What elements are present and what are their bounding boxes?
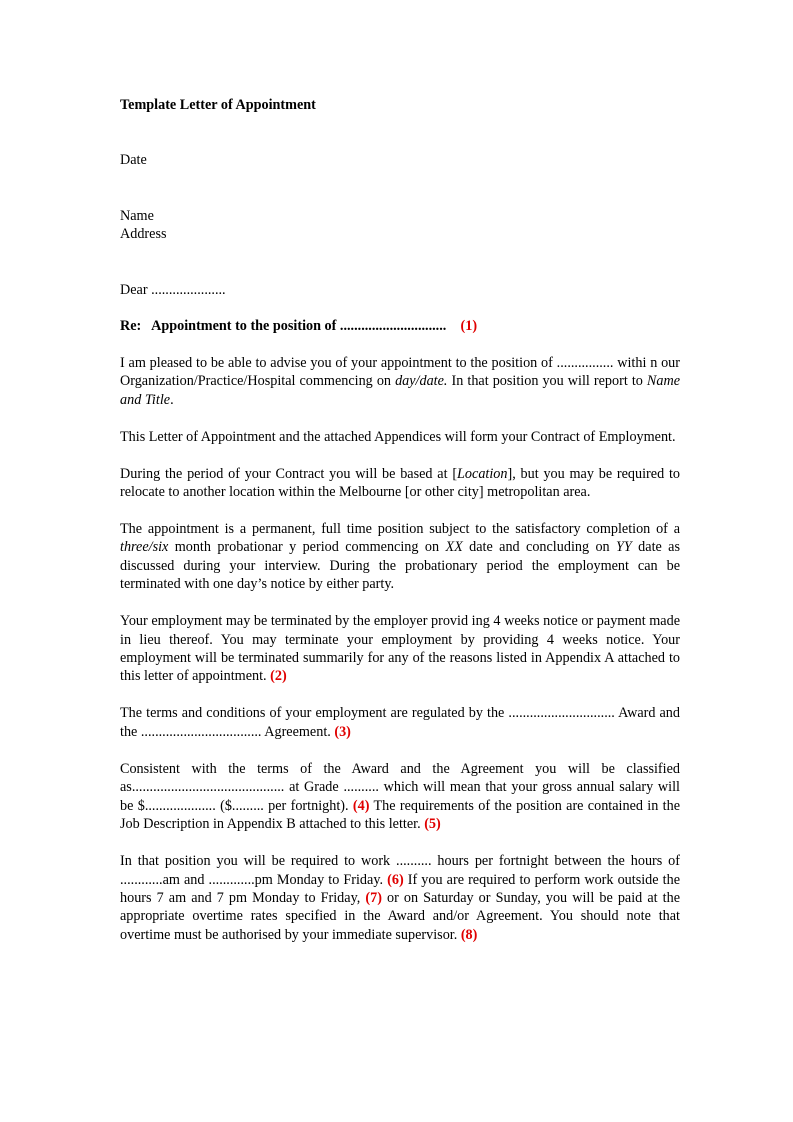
reference-marker-2: (2)	[270, 668, 287, 685]
paragraph-text: The appointment is a permanent, full time position subject to the satisfactory completion of a	[120, 521, 680, 538]
date-line: Date	[120, 152, 147, 169]
paragraph-terms	[120, 704, 680, 741]
subject-line	[120, 317, 680, 335]
paragraph-text: or on Saturday or Sunday, you will be paid at the appropriate overtime rates specified in the Award and/or Agreement. You should note that overtime must be authorised by your immediate supervisor.	[120, 889, 680, 943]
name-title-placeholder: Name and Title	[120, 373, 681, 408]
salutation: Dear .....................	[120, 281, 226, 298]
paragraph-text: Your employment may be terminated by the employer provid ing 4 weeks notice or payment made in lieu thereof. You may terminate your employment by providing 4 weeks notice. Your employment will be terminated summarily for any of the reasons listed in Appendix A attached to this letter of appointment.	[120, 613, 680, 685]
recipient-name: Name	[120, 207, 154, 224]
paragraph-text: Consistent with the terms of the Award and the Agreement you will be classified as........................................... at Grade .......... which will mean that your gross annual salary will be $.................... ($......... per fortnight).	[120, 760, 680, 814]
paragraph-contract: This Letter of Appointment and the attached Appendices will form your Contract of Employment.	[120, 428, 676, 445]
letter-title: Template Letter of Appointment	[120, 97, 316, 113]
three-six-placeholder: three/six	[120, 539, 169, 556]
location-placeholder: Location	[457, 465, 508, 482]
recipient-block	[120, 207, 680, 244]
reference-marker-1: (1)	[460, 318, 478, 335]
subject-text: Re: Appointment to the position of ..............................	[120, 318, 447, 335]
paragraph-probation	[120, 520, 680, 594]
paragraph-text: .	[170, 391, 174, 408]
reference-marker-3: (3)	[334, 723, 351, 740]
reference-marker-8: (8)	[460, 926, 478, 943]
paragraph-text: I am pleased to be able to advise you of your appointment to the position of ................ withi n our Organization/Practice/Hospital commencing on	[120, 354, 680, 390]
paragraph-text: date and concluding on	[462, 539, 617, 556]
paragraph-hours	[120, 852, 680, 944]
paragraph-appointment	[120, 354, 680, 409]
paragraph-text: If you are required to perform work outside the hours 7 am and 7 pm Monday to Friday,	[120, 871, 680, 906]
paragraph-text: date as discussed during your interview. During the probationary period the employment can be terminated with one day’s notice by either party.	[120, 539, 680, 593]
paragraph-classification	[120, 760, 680, 834]
paragraph-text: ], but you may be required to relocate to another location within the Melbourne [or other city] metropolitan area.	[120, 465, 680, 501]
paragraph-text: month probationar y period commencing on	[168, 539, 446, 556]
paragraph-text: The terms and conditions of your employment are regulated by the .............................. Award and the .................................. Agreement.	[120, 705, 680, 740]
reference-marker-6: (6)	[387, 871, 404, 888]
paragraph-termination	[120, 612, 680, 686]
paragraph-text: The requirements of the position are contained in the Job Description in Appendix B attached to this letter.	[120, 797, 680, 833]
paragraph-text: In that position you will be required to work .......... hours per fortnight between the hours of ............am and .............pm Monday to Friday.	[120, 853, 680, 888]
yy-placeholder: YY	[616, 539, 632, 556]
reference-marker-7: (7)	[365, 889, 382, 906]
reference-marker-5: (5)	[424, 816, 441, 833]
day-date-placeholder: day/date.	[395, 373, 448, 390]
paragraph-text: In that position you will report to	[447, 373, 647, 390]
letter-page	[120, 96, 680, 944]
xx-placeholder: XX	[445, 539, 463, 556]
reference-marker-4: (4)	[352, 797, 370, 814]
recipient-address: Address	[120, 226, 167, 243]
paragraph-text: During the period of your Contract you will be based at [	[120, 465, 458, 482]
paragraph-location	[120, 465, 680, 502]
